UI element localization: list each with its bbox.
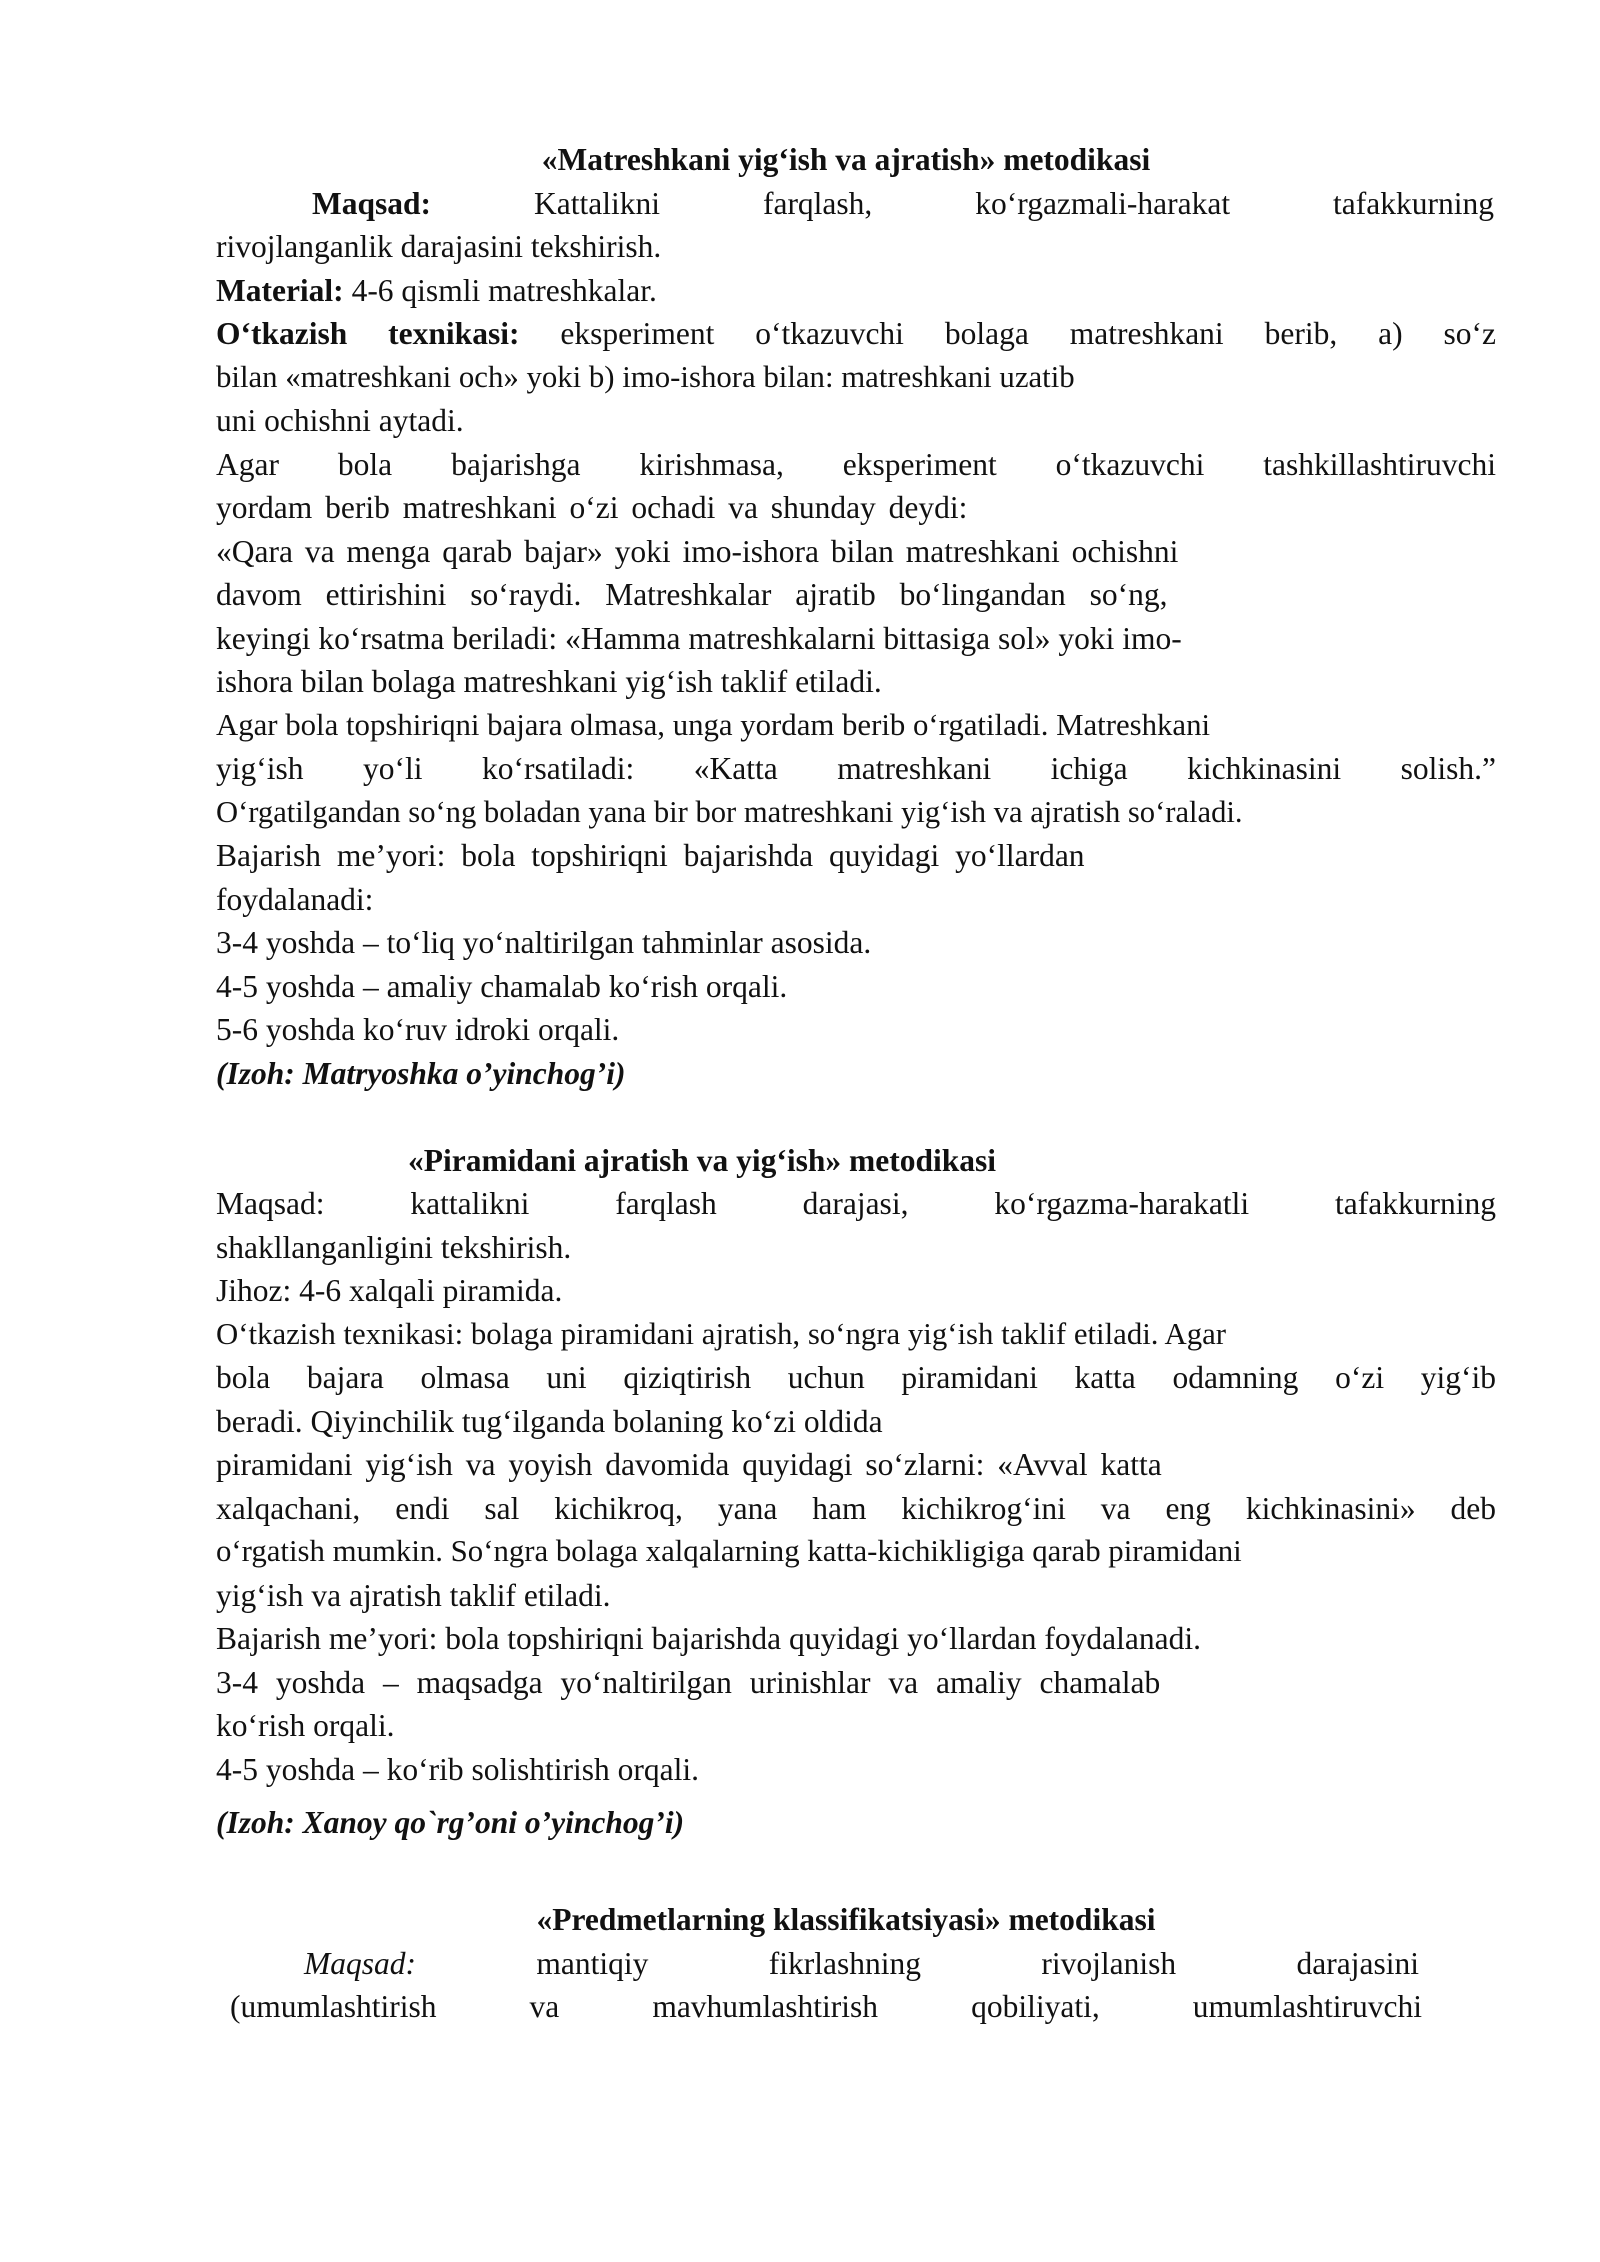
paragraph-line: shakllanganligini tekshirish. — [216, 1229, 572, 1265]
material-text: 4-6 qismli matreshkalar. — [343, 272, 657, 308]
paragraph-line: bilan «matreshkani och» yoki b) imo-ishora bilan: matreshkani uzatib — [216, 359, 1075, 394]
paragraph-line: Agar bola topshiriqni bajara olmasa, unga yordam berib o‘rgatiladi. Matreshkani — [216, 707, 1211, 742]
paragraph-line: 4-5 yoshda – amaliy chamalab ko‘rish orqali. — [216, 968, 788, 1004]
paragraph-line: 3-4 yoshda – to‘liq yo‘naltirilgan tahminlar asosida. — [216, 925, 872, 960]
paragraph-line: xalqachani, endi sal kichikroq, yana ham kichikrog‘ini va eng kichkinasini» deb — [216, 1490, 1496, 1526]
paragraph-line — [216, 182, 1494, 226]
paragraph-line: davom ettirishini so‘raydi. Matreshkalar ajratib bo‘lingandan so‘ng, — [216, 577, 1168, 612]
paragraph-line: ko‘rish orqali. — [216, 1708, 395, 1743]
paragraph-line — [216, 269, 1496, 313]
paragraph-line: ishora bilan bolaga matreshkani yig‘ish taklif etiladi. — [216, 664, 882, 699]
document-page — [216, 138, 1496, 2029]
paragraph-line: beradi. Qiyinchilik tug‘ilganda bolaning ko‘zi oldida — [216, 1403, 883, 1439]
paragraph-line: Maqsad: kattalikni farqlash darajasi, ko‘rgazma-harakatli tafakkurning — [216, 1186, 1496, 1221]
paragraph-line: 5-6 yoshda ko‘ruv idroki orqali. — [216, 1012, 620, 1047]
paragraph-line: uni ochishni aytadi. — [216, 403, 464, 438]
paragraph-line: Jihoz: 4-6 xalqali piramida. — [216, 1273, 563, 1308]
paragraph-line: foydalanadi: — [216, 881, 374, 917]
section-title: «Predmetlarning klassifikatsiyasi» metodikasi — [536, 1902, 1156, 1937]
technique-text: eksperiment o‘tkazuvchi bolaga matreshkani berib, a) so‘z — [519, 316, 1496, 351]
section-title: «Piramidani ajratish va yig‘ish» metodikasi — [408, 1142, 997, 1178]
paragraph-line: yig‘ish va ajratish taklif etiladi. — [216, 1577, 611, 1613]
paragraph-line: 4-5 yoshda – ko‘rib solishtirish orqali. — [216, 1751, 699, 1787]
spacer — [216, 1888, 1496, 1898]
paragraph-line: Agar bola bajarishga kirishmasa, eksperiment o‘tkazuvchi tashkillashtiruvchi — [216, 446, 1496, 482]
spacer — [216, 1791, 1496, 1801]
paragraph-line: yig‘ish yo‘li ko‘rsatiladi: «Katta matreshkani ichiga kichkinasini solish.” — [216, 751, 1496, 786]
material-label: Material: — [216, 272, 344, 308]
paragraph-line — [216, 1942, 1419, 1986]
paragraph-line: o‘rgatish mumkin. So‘ngra bolaga xalqalarning katta-kichikligiga qarab piramidani — [216, 1534, 1242, 1568]
paragraph-line: yordam berib matreshkani o‘zi ochadi va shunday deydi: — [216, 490, 968, 525]
spacer — [216, 1845, 1496, 1889]
spacer — [216, 1095, 1496, 1139]
technique-label: O‘tkazish texnikasi: — [216, 316, 520, 351]
goal-label: Maqsad: — [304, 1945, 416, 1981]
paragraph-line — [216, 312, 1496, 356]
paragraph-line: 3-4 yoshda – maqsadga yo‘naltirilgan urinishlar va amaliy chamalab — [216, 1664, 1161, 1700]
goal-text: Kattalikni farqlash, ko‘rgazmali-harakat tafakkurning — [431, 185, 1494, 221]
paragraph-line: rivojlanganlik darajasini tekshirish. — [216, 229, 662, 264]
paragraph-line: keyingi ko‘rsatma beriladi: «Hamma matreshkalarni bittasiga sol» yoki imo- — [216, 620, 1182, 656]
paragraph-line: «Qara va menga qarab bajar» yoki imo-ishora bilan matreshkani ochishni — [216, 533, 1179, 569]
paragraph-line: bola bajara olmasa uni qiziqtirish uchun piramidani katta odamning o‘zi yig‘ib — [216, 1360, 1496, 1395]
paragraph-line: O‘tkazish texnikasi: bolaga piramidani ajratish, so‘ngra yig‘ish taklif etiladi. Agar — [216, 1316, 1227, 1351]
paragraph-line: (umumlashtirish va mavhumlashtirish qobiliyati, umumlashtiruvchi — [230, 1989, 1422, 2024]
paragraph-line: Bajarish me’yori: bola topshiriqni bajarishda quyidagi yo‘llardan — [216, 838, 1085, 873]
section-title: «Matreshkani yig‘ish va ajratish» metodikasi — [541, 142, 1151, 177]
goal-text: mantiqiy fikrlashning rivojlanish darajasini — [536, 1945, 1419, 1981]
paragraph-line: O‘rgatilgandan so‘ng boladan yana bir bor matreshkani yig‘ish va ajratish so‘raladi. — [216, 794, 1243, 829]
paragraph-line: Bajarish me’yori: bola topshiriqni bajarishda quyidagi yo‘llardan foydalanadi. — [216, 1621, 1201, 1656]
note: (Izoh: Xanoy qo`rg’oni o’yinchog’i) — [216, 1805, 685, 1840]
note: (Izoh: Matryoshka o’yinchog’i) — [216, 1055, 626, 1091]
goal-label: Maqsad: — [312, 185, 432, 221]
paragraph-line: piramidani yig‘ish va yoyish davomida quyidagi so‘zlarni: «Avval katta — [216, 1447, 1162, 1482]
